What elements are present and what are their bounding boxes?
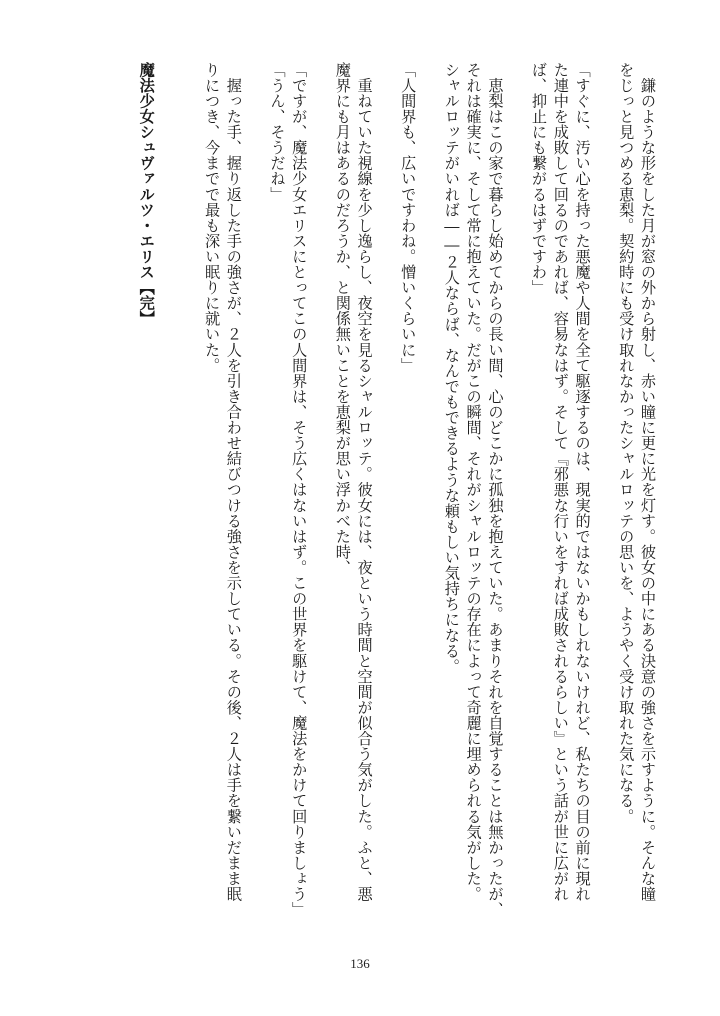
- text-column: 握った手、握り返した手の強さが、２人を引き合わせ結びつける強さを示している。その後、２人は手を繋いだまま眠: [224, 62, 243, 902]
- text-column: りにつき、今までで最も深い眠りに就いた。: [203, 62, 222, 373]
- story-end-title: 魔法少女シュヴァルツ・エリス【完】: [137, 62, 156, 327]
- blank-column: [505, 62, 527, 942]
- text-column: をじっと見つめる恵梨。契約時にも受け取れなかったシャルロッテの思いを、ようやく受け取れた気になる。: [617, 62, 636, 824]
- text-column: シャルロッテがいれば――２人ならば、なんでもできるような頼もしい気持ちになる。: [442, 62, 461, 675]
- text-column: ば、抑止にも繋がるはずですわ」: [530, 62, 549, 296]
- text-column: 「うん、そうだね」: [268, 62, 287, 202]
- page-number: 136: [350, 956, 370, 971]
- blank-column: [375, 62, 397, 942]
- text-column: それは確実に、そして常に抱えていた。だがこの瞬間、それがシャルロッテの存在によって奇麗に埋められる気がした。: [464, 62, 483, 902]
- text-column: 重ねていた視線を少し逸らし、夜空を見るシャルロッテ。彼女には、夜という時間と空間が似合う気がした。ふと、悪: [355, 62, 374, 902]
- blank-column: [418, 62, 440, 942]
- text-column: 「ですが、魔法少女エリスにとってこの人間界は、そう広くはないはず。この世界を駆けて、魔法をかけて回りましょう」: [290, 62, 309, 918]
- blank-column: [157, 62, 179, 942]
- text-column: 魔界にも月はあるのだろうか、と関係無いことを恵梨が思い浮かべた時、: [333, 62, 352, 576]
- vertical-text-body: [58, 62, 658, 942]
- blank-column: [309, 62, 331, 942]
- text-column: た連中を成敗して回るのであれば、容易なはず。そして『邪悪な行いをすれば成敗されるらしい』という話が世に広がれ: [551, 62, 570, 902]
- blank-column: [593, 62, 615, 942]
- text-column: 鎌のような形をした月が窓の外から射し、赤い瞳に更に光を灯す。彼女の中にある決意の強さを示すように。そんな瞳: [639, 62, 657, 902]
- text-column: 「すぐに、汚い心を持った悪魔や人間を全て駆逐するのは、現実的ではないかもしれないけれど、私たちの目の前に現れ: [573, 62, 592, 902]
- text-column: 「人間界も、広いですわね。憎いくらいに」: [399, 62, 418, 373]
- blank-column: [178, 62, 200, 942]
- text-column: 恵梨はこの家で暮らし始めてからの長い間、心のどこかに孤独を抱えていた。あまりそれを自覚することは無かったが、: [486, 62, 505, 918]
- blank-column: [244, 62, 266, 942]
